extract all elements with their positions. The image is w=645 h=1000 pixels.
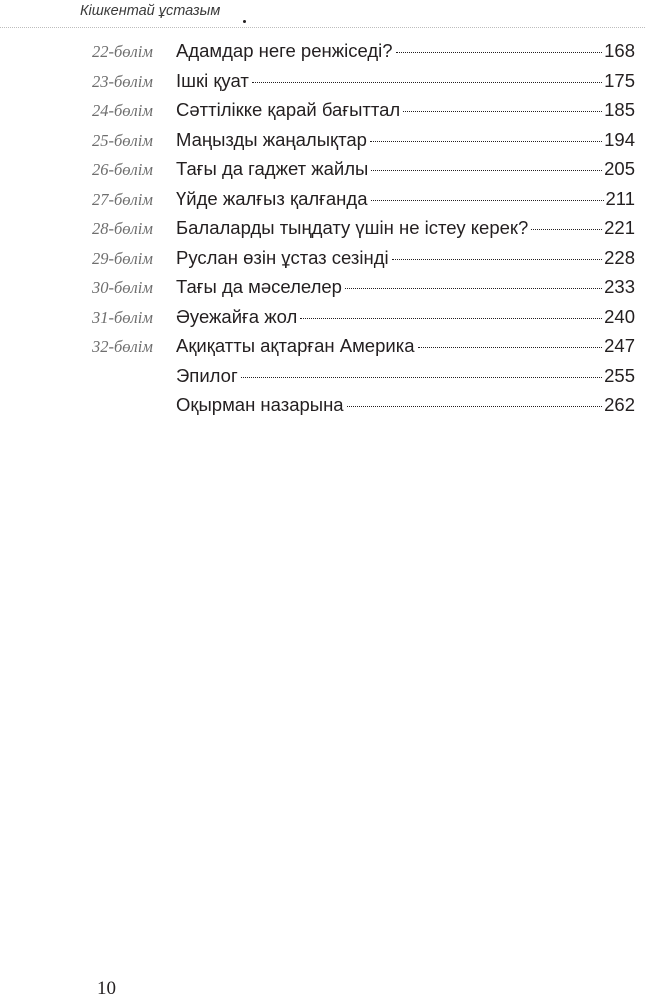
toc-row — [92, 217, 635, 247]
toc-entry — [176, 306, 635, 328]
toc-title: Эпилог — [176, 364, 238, 386]
toc-page-number: 168 — [604, 40, 635, 61]
header-rule — [0, 27, 645, 28]
toc-entry — [176, 158, 635, 180]
toc-row — [92, 247, 635, 277]
toc-chapter-label: 31-бөлім — [92, 307, 153, 327]
toc-dot-leader — [371, 170, 602, 171]
toc-row — [92, 129, 635, 159]
toc-row — [92, 335, 635, 365]
toc-entry — [176, 129, 635, 151]
toc-dot-leader — [396, 52, 603, 53]
toc-row — [92, 365, 635, 395]
toc-entry — [176, 70, 635, 92]
toc-row — [92, 276, 635, 306]
head-dot — [243, 20, 246, 23]
toc-row — [92, 70, 635, 100]
toc-title: Руслан өзін ұстаз сезінді — [176, 246, 389, 268]
toc-dot-leader — [300, 318, 602, 319]
toc-chapter-label: 26-бөлім — [92, 160, 153, 179]
running-head: Кішкентай ұстазым — [80, 3, 221, 19]
toc-title: Адамдар неге ренжіседі? — [176, 40, 393, 61]
toc-dot-leader — [403, 111, 602, 112]
toc-page-number: 262 — [604, 394, 635, 415]
toc-chapter-label: 29-бөлім — [92, 248, 153, 268]
toc-dot-leader — [370, 141, 602, 142]
toc-chapter-label: 22-бөлім — [92, 42, 153, 61]
toc-chapter-label: 24-бөлім — [92, 101, 153, 120]
toc-dot-leader — [392, 259, 603, 260]
toc-page-number: 233 — [604, 276, 635, 297]
toc-title: Оқырман назарына — [176, 394, 344, 415]
toc-dot-leader — [418, 347, 603, 348]
toc-entry — [176, 217, 635, 239]
toc-title: Маңызды жаңалықтар — [176, 128, 367, 150]
toc-chapter-label: 23-бөлім — [92, 71, 153, 91]
toc-chapter-label: 27-бөлім — [92, 189, 153, 209]
toc-page-number: 175 — [604, 69, 635, 91]
toc-page-number: 221 — [604, 217, 635, 238]
toc-title: Балаларды тыңдату үшін не істеу керек? — [176, 217, 529, 238]
toc-page-number: 247 — [604, 335, 635, 356]
toc-dot-leader — [252, 82, 602, 83]
toc-chapter-label: 30-бөлім — [92, 278, 153, 297]
toc-page-number: 211 — [605, 187, 635, 209]
toc-title: Тағы да гаджет жайлы — [176, 158, 369, 179]
toc-title: Ішкі қуат — [176, 69, 249, 91]
toc-chapter-label: 25-бөлім — [92, 130, 153, 150]
toc-dot-leader — [531, 229, 602, 230]
toc-page-number: 194 — [604, 128, 635, 150]
table-of-contents — [92, 40, 635, 424]
toc-title: Әуежайға жол — [176, 305, 298, 327]
toc-page-number: 228 — [604, 246, 635, 268]
toc-page-number: 240 — [604, 305, 635, 327]
toc-chapter-label: 28-бөлім — [92, 219, 153, 238]
toc-dot-leader — [347, 406, 603, 407]
toc-entry — [176, 394, 635, 416]
toc-entry — [176, 188, 635, 210]
toc-dot-leader — [241, 377, 602, 378]
toc-row — [92, 158, 635, 188]
toc-row — [92, 306, 635, 336]
toc-title: Ақиқатты ақтарған Америка — [176, 335, 415, 356]
toc-row — [92, 188, 635, 218]
toc-entry — [176, 276, 635, 298]
toc-row — [92, 40, 635, 70]
toc-entry — [176, 40, 635, 62]
toc-page-number: 255 — [604, 364, 635, 386]
toc-page-number: 185 — [604, 99, 635, 120]
toc-entry — [176, 247, 635, 269]
toc-entry — [176, 99, 635, 121]
toc-chapter-label: 32-бөлім — [92, 337, 153, 356]
toc-dot-leader — [371, 200, 604, 201]
toc-title: Сәттілікке қарай бағыттал — [176, 99, 401, 120]
toc-title: Үйде жалғыз қалғанда — [176, 187, 368, 209]
toc-entry — [176, 335, 635, 357]
toc-dot-leader — [345, 288, 602, 289]
page-number: 10 — [97, 978, 116, 999]
toc-title: Тағы да мәселелер — [176, 276, 342, 297]
toc-entry — [176, 365, 635, 387]
toc-page-number: 205 — [604, 158, 635, 179]
toc-row — [92, 99, 635, 129]
toc-row — [92, 394, 635, 424]
